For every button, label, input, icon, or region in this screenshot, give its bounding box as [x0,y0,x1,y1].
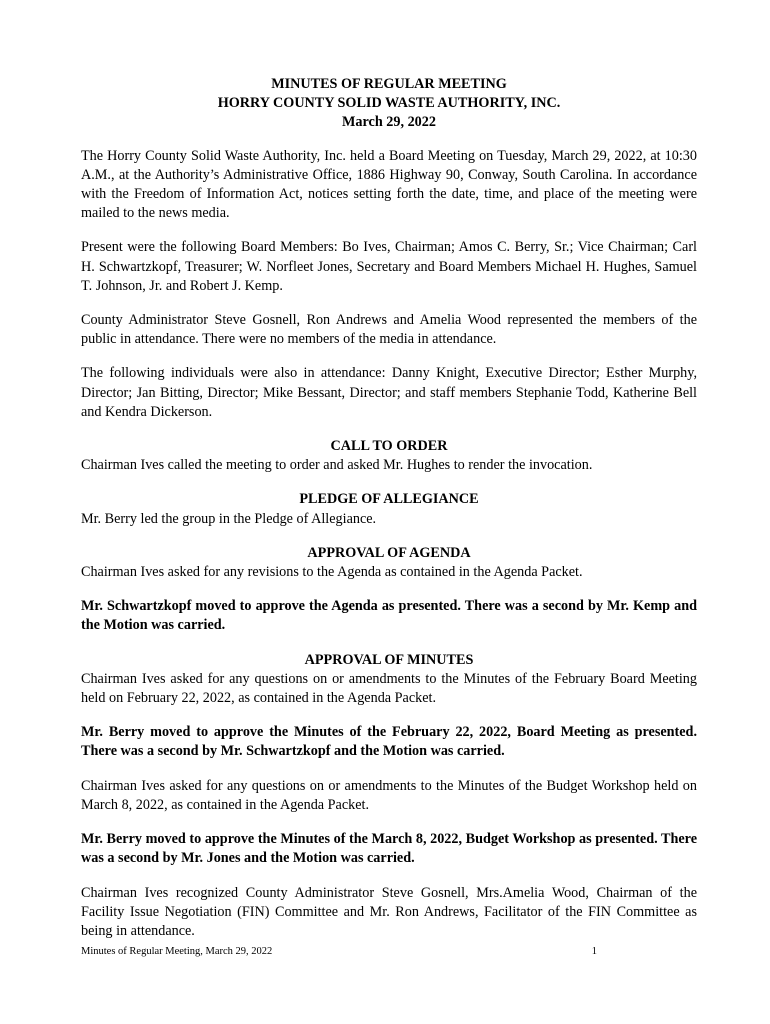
approval-of-agenda-heading: APPROVAL OF AGENDA [307,544,471,561]
pledge-text: Mr. Berry led the group in the Pledge of Allegiance. [81,510,377,527]
february-minutes-motion: Mr. Berry moved to approve the Minutes of the February 22, 2022, Board Meeting as presented. There was a second by Mr. Schwartzkopf and the Motion was carried. [81,724,697,760]
document-header [81,75,697,133]
approval-of-agenda-text: Chairman Ives asked for any revisions to the Agenda as contained in the Agenda Packet. [81,564,583,581]
agenda-motion: Mr. Schwartzkopf moved to approve the Agenda as presented. There was a second by Mr. Kemp and the Motion was carried. [81,598,697,634]
page-number: 1 [591,946,597,957]
call-to-order-heading: CALL TO ORDER [330,438,448,455]
public-attendance-paragraph: County Administrator Steve Gosnell, Ron Andrews and Amelia Wood represented the members of the public in attendance. There were no members of the media in attendance. [81,312,697,348]
header-organization: HORRY COUNTY SOLID WASTE AUTHORITY, INC. [217,95,561,112]
footer-title: Minutes of Regular Meeting, March 29, 2022 [81,946,273,957]
approval-of-minutes-heading: APPROVAL OF MINUTES [304,651,474,668]
call-to-order-text: Chairman Ives called the meeting to order and asked Mr. Hughes to render the invocation. [81,457,593,474]
staff-attendance-paragraph: The following individuals were also in attendance: Danny Knight, Executive Director; Esther Murphy, Director; Jan Bitting, Director; Mike Bessant, Director; and staff members Stephanie Todd, Katherine Bell and Kendra Dickerson. [81,365,697,420]
recognition-paragraph: Chairman Ives recognized County Administrator Steve Gosnell, Mrs.Amelia Wood, Chairman of the Facility Issue Negotiation (FIN) Committee and Mr. Ron Andrews, Facilitator of the FIN Committee as being in attendance. [81,884,697,939]
document-body [81,75,697,956]
board-members-paragraph: Present were the following Board Members: Bo Ives, Chairman; Amos C. Berry, Sr.; Vice Chairman; Carl H. Schwartzkopf, Treasurer; W. Norfleet Jones, Secretary and Board Members Michael H. Hughes, Samuel T. Johnson, Jr. and Robert J. Kemp. [81,239,697,294]
budget-workshop-motion: Mr. Berry moved to approve the Minutes of the March 8, 2022, Budget Workshop as presented. There was a second by Mr. Jones and the Motion was carried. [81,831,697,867]
budget-workshop-question: Chairman Ives asked for any questions on or amendments to the Minutes of the Budget Workshop held on March 8, 2022, as contained in the Agenda Packet. [81,777,697,813]
pledge-heading: PLEDGE OF ALLEGIANCE [299,491,479,508]
header-date: March 29, 2022 [342,114,436,131]
header-title: MINUTES OF REGULAR MEETING [271,76,507,92]
intro-paragraph: The Horry County Solid Waste Authority, Inc. held a Board Meeting on Tuesday, March 29, 2022, at 10:30 A.M., at the Authority’s Administrative Office, 1886 Highway 90, Conway, South Carolina. In accordance with the Freedom of Information Act, notices setting forth the date, time, and place of the meeting were mailed to the news media. [81,147,697,222]
february-minutes-question: Chairman Ives asked for any questions on or amendments to the Minutes of the February Board Meeting held on February 22, 2022, as contained in the Agenda Packet. [81,670,697,707]
